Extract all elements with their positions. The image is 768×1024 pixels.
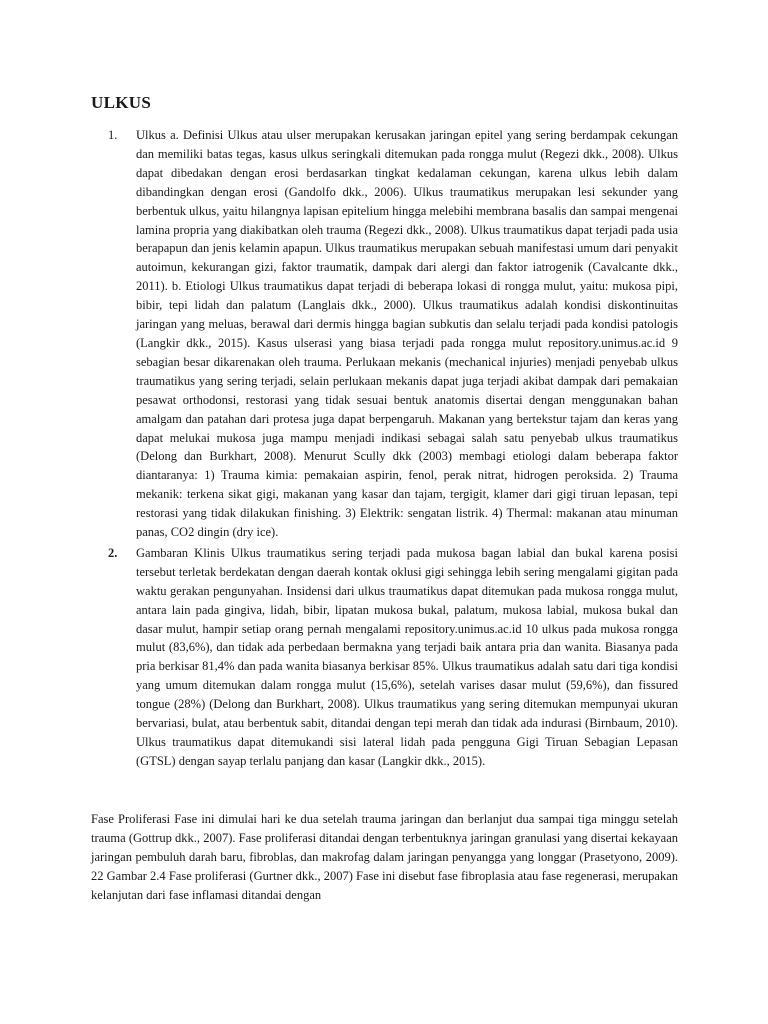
list-item-number: 1. (108, 128, 118, 142)
list-item (108, 544, 678, 771)
list-item (108, 126, 678, 542)
list-item-text: Ulkus a. Definisi Ulkus atau ulser merupakan kerusakan jaringan epitel yang sering berdampak cekungan dan memiliki batas tegas, kasus ulkus seringkali ditemukan pada rongga mulut (Regezi dkk., 2008). Ulkus dapat dibedakan dengan erosi berdasarkan tingkat kedalaman cekungan, karena ulkus lebih dalam dibandingkan dengan erosi (Gandolfo dkk., 2006). Ulkus traumatikus merupakan lesi sekunder yang berbentuk ulkus, yaitu hilangnya lapisan epitelium hingga melebihi membrana basalis dan sampai mengenai lamina propria yang diakibatkan oleh trauma (Regezi dkk., 2008). Ulkus traumatikus dapat terjadi pada usia berapapun dan jenis kelamin apapun. Ulkus traumatikus merupakan sebuah manifestasi umum dari penyakit autoimun, kekurangan gizi, faktor traumatik, dampak dari alergi dan faktor iatrogenik (Cavalcante dkk., 2011). b. Etiologi Ulkus traumatikus dapat terjadi di beberapa lokasi di rongga mulut, yaitu: mukosa pipi, bibir, tepi lidah dan palatum (Langlais dkk., 2000). Ulkus traumatikus adalah kondisi diskontinuitas jaringan yang meluas, berawal dari dermis hingga bagian subkutis dan selalu terjadi pada kondisi patologis (Langkir dkk., 2015). Kasus ulserasi yang biasa terjadi pada rongga mulut repository.unimus.ac.id 9 sebagian besar dikarenakan oleh trauma. Perlukaan mekanis (mechanical injuries) menjadi penyebab ulkus traumatikus yang sering terjadi, selain perlukaan mekanis dapat juga terjadi akibat dampak dari pemakaian pesawat orthodonsi, restorasi yang tidak sesuai bentuk anatomis disertai dengan menggunakan bahan amalgam dan patahan dari protesa juga dapat berpengaruh. Makanan yang bertekstur tajam dan keras yang dapat melukai mukosa juga mampu menjadi indikasi sebagai salah satu penyebab ulkus traumatikus (Delong dan Burkhart, 2008). Menurut Scully dkk (2003) membagi etiologi dalam beberapa faktor diantaranya: 1) Trauma kimia: pemakaian aspirin, fenol, perak nitrat, hidrogen peroksida. 2) Trauma mekanik: terkena sikat gigi, makanan yang kasar dan tajam, tergigit, klamer dari gigi tiruan lepasan, tepi restorasi yang tidak dilakukan finishing. 3) Elektrik: sengatan listrik. 4) Thermal: makanan atau minuman panas, CO2 dingin (dry ice). (136, 128, 678, 540)
closing-paragraph: Fase Proliferasi Fase ini dimulai hari ke dua setelah trauma jaringan dan berlanjut dua sampai tiga minggu setelah trauma (Gottrup dkk., 2007). Fase proliferasi ditandai dengan terbentuknya jaringan granulasi yang disertai kekayaan jaringan pembuluh darah baru, fibroblas, dan makrofag dalam jaringan penyangga yang longgar (Prasetyono, 2009). 22 Gambar 2.4 Fase proliferasi (Gurtner dkk., 2007) Fase ini disebut fase fibroplasia atau fase regenerasi, merupakan kelanjutan dari fase inflamasi ditandai dengan (91, 812, 678, 902)
list-item-number: 2. (108, 545, 118, 560)
list-item-text: Gambaran Klinis Ulkus traumatikus sering terjadi pada mukosa bagan labial dan bukal karena posisi tersebut terletak berdekatan dengan daerah kontak oklusi gigi sehingga lebih sering mengalami gigitan pada waktu gerakan pengunyahan. Insidensi dari ulkus traumatikus dapat ditemukan pada mukosa rongga mulut, antara lain pada gingiva, lidah, bibir, lipatan mukosa bukal, palatum, mukosa labial, mukosa bukal dan dasar mulut, hampir setiap orang pernah mengalami repository.unimus.ac.id 10 ulkus pada mukosa rongga mulut (83,6%), dan tidak ada perbedaan bermakna yang terjadi baik antara pria dan wanita. Biasanya pada pria berkisar 81,4% dan pada wanita biasanya berkisar 85%. Ulkus traumatikus adalah satu dari tiga kondisi yang umum ditemukan dalam rongga mulut (15,6%), setelah varises dasar mulut (59,6%), dan fissured tongue (28%) (Delong dan Burkhart, 2008). Ulkus traumatikus yang sering ditemukan mempunyai ukuran bervariasi, bulat, atau berbentuk sabit, ditandai dengan tepi merah dan tidak ada indurasi (Birnbaum, 2010). Ulkus traumatikus dapat ditemukandi sisi lateral lidah pada pengguna Gigi Tiruan Sebagian Lepasan (GTSL) dengan sayap terlalu panjang dan kasar (Langkir dkk., 2015). (136, 545, 678, 768)
document-title: ULKUS (91, 93, 152, 112)
numbered-list (108, 126, 678, 771)
